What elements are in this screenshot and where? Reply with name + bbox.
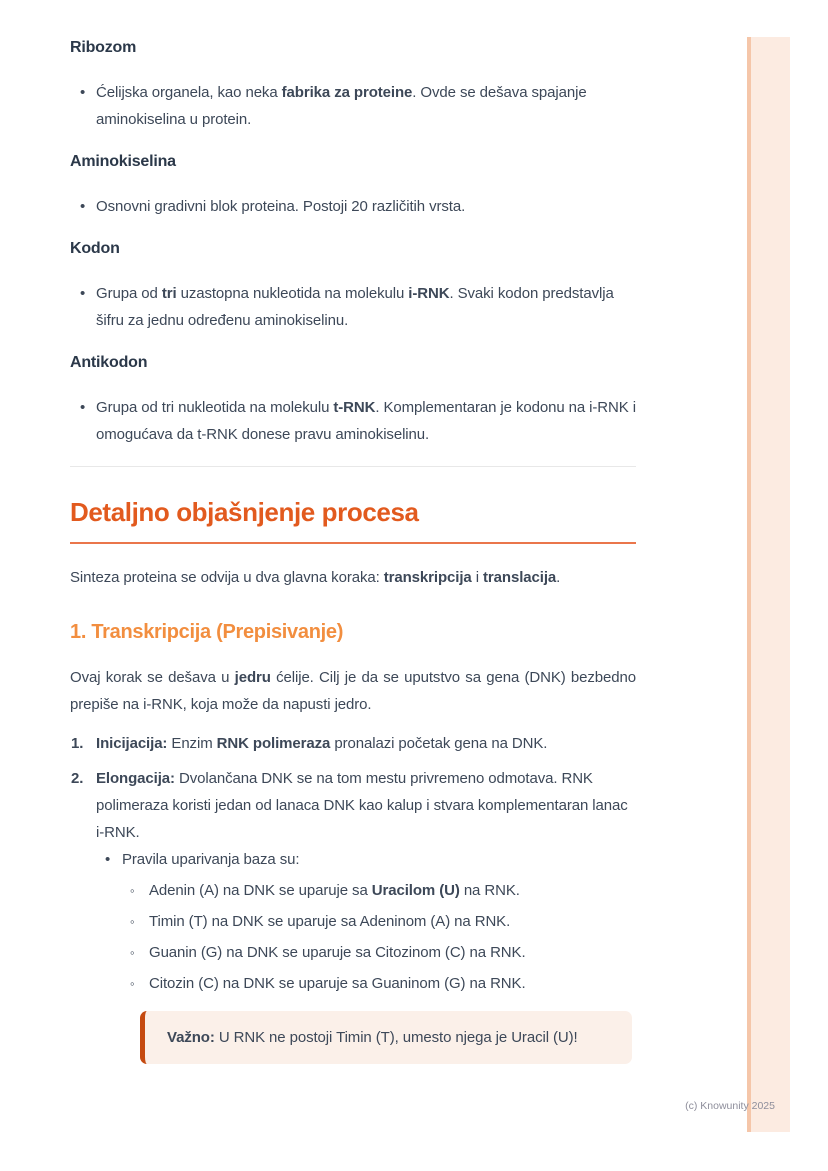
step-item-elongacija xyxy=(70,765,636,997)
number-marker: 2. xyxy=(71,770,84,787)
rule-item xyxy=(122,970,636,997)
bullet-marker: • xyxy=(80,399,86,416)
callout-important xyxy=(140,1011,632,1064)
term-heading-kodon: Kodon xyxy=(70,240,120,257)
list-item xyxy=(70,394,636,448)
step-item-inicijacija xyxy=(70,730,636,757)
base-pairing-rules xyxy=(122,877,636,997)
rule-text: Citozin (C) na DNK se uparuje sa Guaninom (G) na RNK. xyxy=(149,975,526,992)
rule-text: Guanin (G) na DNK se uparuje sa Citozinom (C) na RNK. xyxy=(149,944,526,961)
term-list xyxy=(70,394,636,448)
subsection-intro: Ovaj korak se dešava u jedru ćelije. Cilj je da se uputstvo sa gena (DNK) bezbedno prepiše na i-RNK, koja može da napusti jedro. xyxy=(70,669,636,713)
transcription-steps-list xyxy=(70,730,636,997)
list-item xyxy=(96,846,636,997)
rule-text: Adenin (A) na DNK se uparuje sa Uracilom (U) na RNK. xyxy=(149,882,520,899)
bullet-marker: • xyxy=(80,285,86,302)
section-intro: Sinteza proteina se odvija u dva glavna koraka: transkripcija i translacija. xyxy=(70,569,561,586)
rule-item xyxy=(122,939,636,966)
term-description: Grupa od tri nukleotida na molekulu t-RNK. Komplementaran je kodonu na i-RNK i omogućava da t-RNK donese pravu aminokiselinu. xyxy=(96,399,636,443)
rule-text: Timin (T) na DNK se uparuje sa Adeninom (A) na RNK. xyxy=(149,913,511,930)
bullet-marker: • xyxy=(105,851,111,868)
term-heading-antikodon: Antikodon xyxy=(70,354,148,371)
bullet-marker: • xyxy=(80,198,86,215)
callout-text: Važno: U RNK ne postoji Timin (T), umesto njega je Uracil (U)! xyxy=(167,1029,578,1046)
page-footer-credit: (c) Knowunity 2025 xyxy=(685,1100,775,1112)
term-list xyxy=(70,280,636,334)
circle-marker: ◦ xyxy=(130,914,135,929)
list-item xyxy=(70,79,636,133)
base-pairing-list xyxy=(96,846,636,997)
term-list xyxy=(70,193,636,220)
rule-item xyxy=(122,877,636,904)
subsection-title-transkripcija: 1. Transkripcija (Prepisivanje) xyxy=(70,621,344,643)
decorative-right-stripe xyxy=(747,37,790,1132)
term-description: Osnovni gradivni blok proteina. Postoji 20 različitih vrsta. xyxy=(96,198,466,215)
circle-marker: ◦ xyxy=(130,883,135,898)
term-description: Grupa od tri uzastopna nukleotida na molekulu i-RNK. Svaki kodon predstavlja šifru za jednu određenu aminokiselinu. xyxy=(96,285,614,329)
section-divider xyxy=(70,466,636,467)
rule-item xyxy=(122,908,636,935)
bullet-marker: • xyxy=(80,84,86,101)
term-description: Ćelijska organela, kao neka fabrika za proteine. Ovde se dešava spajanje aminokiselina u protein. xyxy=(96,84,587,128)
page-content xyxy=(70,38,636,1064)
step-text: Elongacija: Dvolančana DNK se na tom mestu privremeno odmotava. RNK polimeraza koristi jedan od lanaca DNK kao kalup i stvara komplementaran lanac i-RNK. xyxy=(96,770,628,841)
list-item xyxy=(70,193,636,220)
step-text: Inicijacija: Enzim RNK polimeraza pronalazi početak gena na DNK. xyxy=(96,735,548,752)
term-heading-aminokiselina: Aminokiselina xyxy=(70,153,176,170)
circle-marker: ◦ xyxy=(130,945,135,960)
circle-marker: ◦ xyxy=(130,976,135,991)
term-list xyxy=(70,79,636,133)
section-title: Detaljno objašnjenje procesa xyxy=(70,495,636,544)
rules-label: Pravila uparivanja baza su: xyxy=(122,851,300,868)
list-item xyxy=(70,280,636,334)
number-marker: 1. xyxy=(71,735,84,752)
term-heading-ribozom: Ribozom xyxy=(70,39,137,56)
